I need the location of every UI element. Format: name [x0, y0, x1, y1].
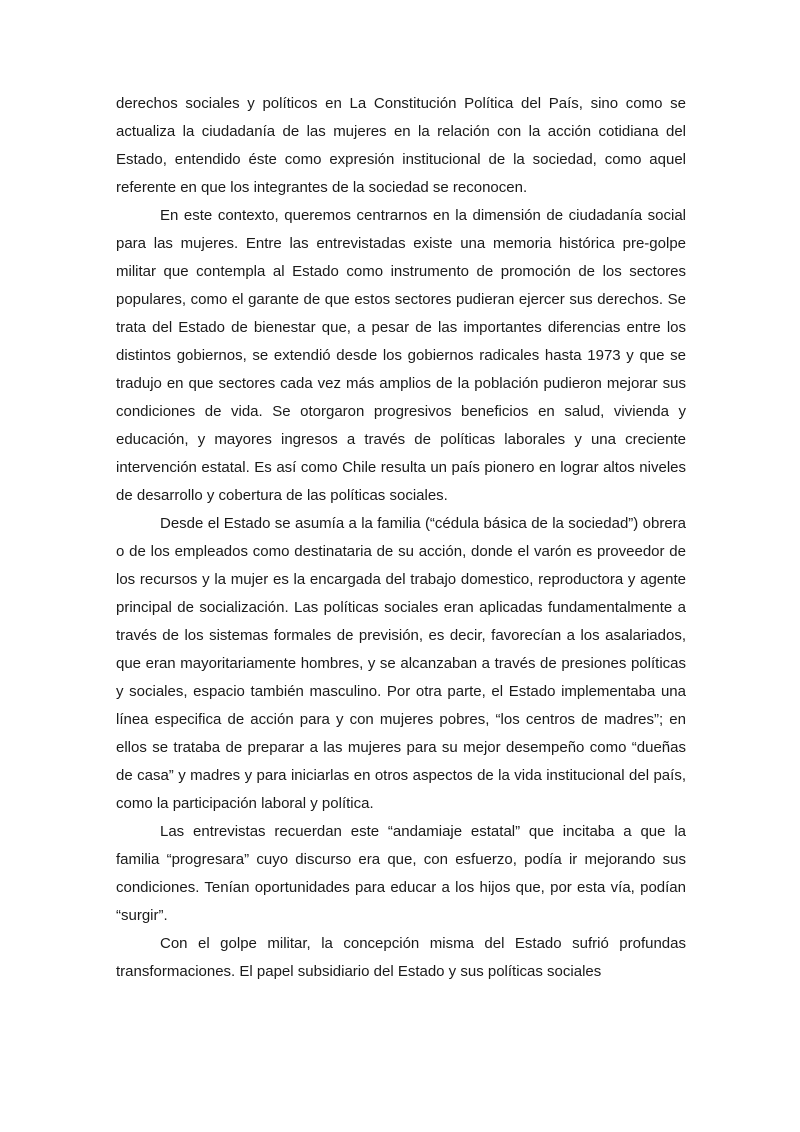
paragraph-4: Las entrevistas recuerdan este “andamiaje estatal” que incitaba a que la familia “progresara” cuyo discurso era que, con esfuerzo, podía ir mejorando sus condiciones. Tenían oportunidades para educar a los hijos que, por esta vía, podían “surgir”. — [116, 823, 686, 924]
paragraph-1: derechos sociales y políticos en La Constitución Política del País, sino como se actualiza la ciudadanía de las mujeres en la relación con la acción cotidiana del Estado, entendido éste como expresión institucional de la sociedad, como aquel referente en que los integrantes de la sociedad se reconocen. — [116, 95, 686, 196]
paragraph-2: En este contexto, queremos centrarnos en la dimensión de ciudadanía social para las mujeres. Entre las entrevistadas existe una memoria histórica pre-golpe militar que contempla al Estado como instrumento de promoción de los sectores populares, como el garante de que estos sectores pudieran ejercer sus derechos. Se trata del Estado de bienestar que, a pesar de las importantes diferencias entre los distintos gobiernos, se extendió desde los gobiernos radicales hasta 1973 y que se tradujo en que sectores cada vez más amplios de la población pudieron mejorar sus condiciones de vida. Se otorgaron progresivos beneficios en salud, vivienda y educación, y mayores ingresos a través de políticas laborales y una creciente intervención estatal. Es así como Chile resulta un país pionero en lograr altos niveles de desarrollo y cobertura de las políticas sociales. — [116, 207, 686, 504]
document-page — [116, 90, 686, 986]
paragraph-5: Con el golpe militar, la concepción misma del Estado sufrió profundas transformaciones. El papel subsidiario del Estado y sus políticas sociales — [116, 935, 686, 980]
paragraph-3: Desde el Estado se asumía a la familia (“cédula básica de la sociedad”) obrera o de los empleados como destinataria de su acción, donde el varón es proveedor de los recursos y la mujer es la encargada del trabajo domestico, reproductora y agente principal de socialización. Las políticas sociales eran aplicadas fundamentalmente a través de los sistemas formales de previsión, es decir, favorecían a los asalariados, que eran mayoritariamente hombres, y se alcanzaban a través de presiones políticas y sociales, espacio también masculino. Por otra parte, el Estado implementaba una línea especifica de acción para y con mujeres pobres, “los centros de madres”; en ellos se trataba de preparar a las mujeres para su mejor desempeño como “dueñas de casa” y madres y para iniciarlas en otros aspectos de la vida institucional del país, como la participación laboral y política. — [116, 515, 686, 812]
